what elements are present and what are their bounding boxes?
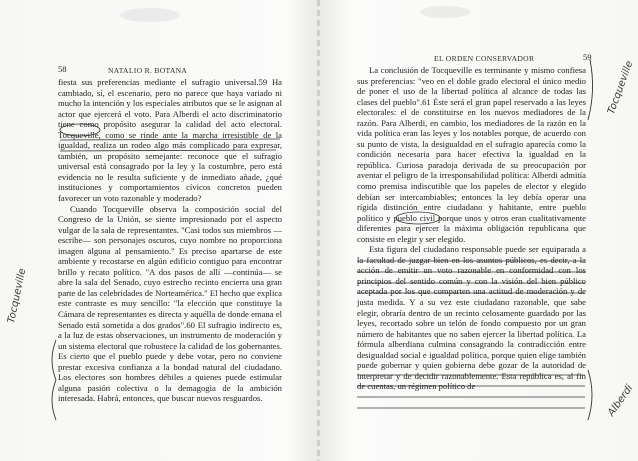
paragraph: fiesta sus preferencias mediante el sufragio universal.59 Ha cambiado, sí, el escenario, pero no parece que haya variado ni mucho la intención y los especiales atributos que se le asignan al actor que ejercerá el voto. Para Alberdi el acto discriminatorio tiene como propósito asegurar la calidad del acto electoral. Tocqueville, como se rinde ante la marcha irresistible de la igualdad, realiza un rodeo algo más complicado para expresar, también, un propósito semejante: reconoce que el sufragio universal está consagrado por la ley y la costumbre, pero está evidencia no le resulta suficiente y de inmediato añade, ¿qué instituciones y comportamientos cívicos concretos pueden favorecer un voto razonable y moderado? — [58, 77, 282, 204]
paragraph: La conclusión de Tocqueville es terminante y mismo confiesa sus preferencias: "veo en el doble grado electoral el único medio de poner el uso de la libertad política al alcance de todas las clases del pueblo".61 Éste será el gran papel reservado a las leyes electorales: el de constituirse en los nuevos mediadores de la razón. Para Alberdi, en cambio, los mediadores de la razón en la vida política eran las leyes y los notables porque, de acuerdo con su punto de vista, la desigualdad en el sufragio aparecía como la condición necesaria para hacer efectiva la igualdad en la república. Curiosa paradoja derivada de su preocupación por aventar el peligro de la irresponsabilidad política: Alberdi admitía como premisa indiscutible que los papeles de elector y elegido debían ser intercambiables; entonces la ley debía operar una rígida distinción entre ciudadano y habitante, entre pueblo político y pueblo civil porque unos y otros eran cualitativamente diferentes para ejercer la máxima obligación republicana que consiste en elegir y ser elegido. — [357, 65, 586, 244]
handwritten-margin-note: Alberdi — [606, 383, 636, 419]
page-number: 58 — [58, 64, 67, 74]
body-text — [357, 65, 586, 392]
paragraph: Cuando Tocqueville observa la composición social del Congreso de la Unión, se siente impresionado por el aspecto vulgar de la sala de representantes. "Casi todos sus miembros —escribe— son personajes oscuros, cuyo nombre no proporciona imagen alguna al pensamiento." Es preciso apartarse de este ambiente y recostarse en algún edificio contiguo para encontrar brillo y recato político. "A dos pasos de allí —continúa— se abre la sala del Senado, cuyo estrecho recinto encierra una gran parte de las celebridades de Norteamérica." El hecho que explica este contraste es muy sencillo: "la elección que constituye la Cámara de representantes es directa y aquélla de donde emana el Senado está sometida a dos grados".60 El sufragio indirecto es, a la luz de estas observaciones, un instrumento de moderación y un sistema electoral que robustece la calidad de los gobernantes. Es cierto que el pueblo puede y debe votar, pero no conviene prestar excesiva confianza a la bondad natural del ciudadano. Los electores son hombres débiles a quienes puede estimular alguna pasión colectiva o la demagogia de la ambición interesada. Habrá, entonces, que buscar nuevos resguardos. — [58, 203, 282, 404]
left-page — [0, 0, 317, 461]
running-head: NATALIO R. BOTANA — [108, 66, 188, 75]
paragraph: Esta figura del ciudadano responsable puede ser equiparada a la facultad de juzgar bien en los asuntos públicos, es decir, a la acción de emitir un voto razonable en conformidad con los principios del sentido común y con la visión del bien público aceptada por los que comparten una actitud de moderación y de justa medida. Y a su vez este ciudadano razonable, que sabe elegir, obraría dentro de un recinto celosamente guardado por las leyes, recortado sobre un telón de fondo compuesto por un gran número de habitantes que no saben ejercer la libertad política. La fórmula alberdiana culmina consagrando la contradicción entre desigualdad social e igualdad política, porque quien elige también puede gobernar y quien gobierna debe gozar de la autoridad de interpretar y de decidir razonablemente. Esta república es, al fin de cuentas, un régimen político de — [357, 244, 586, 392]
body-text — [58, 77, 282, 404]
handwritten-margin-note: Tocqueville — [6, 267, 29, 325]
right-page — [320, 0, 638, 461]
page-number: 59 — [583, 52, 592, 62]
handwritten-margin-note: Tocqueville — [606, 59, 636, 116]
running-head: EL ORDEN CONSERVADOR — [434, 54, 535, 63]
